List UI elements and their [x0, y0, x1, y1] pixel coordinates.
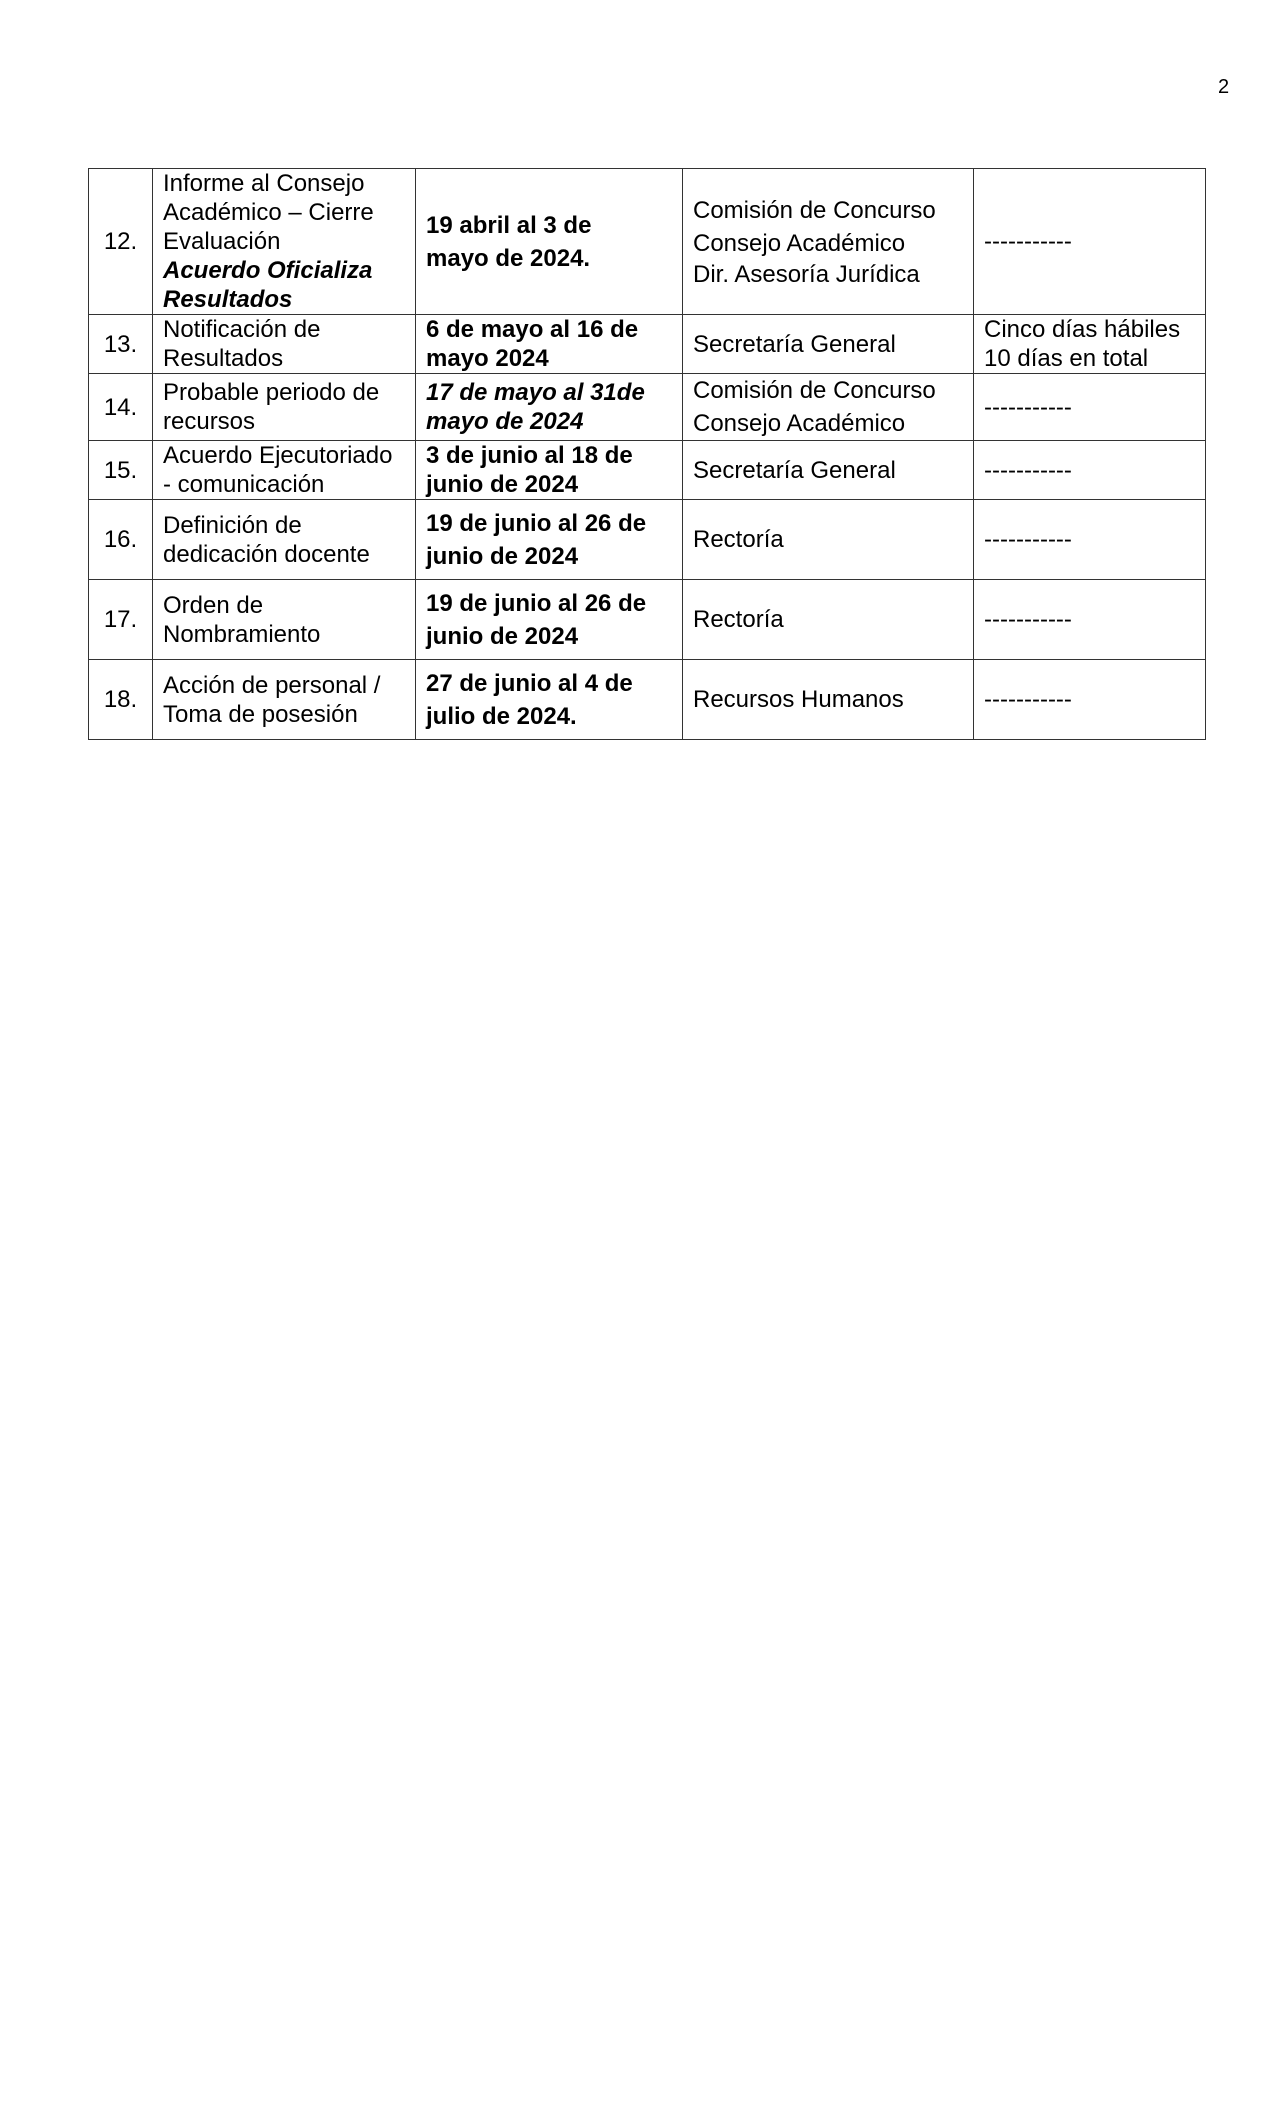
responsible-cell	[683, 580, 974, 660]
responsible-line: Rectoría	[693, 606, 784, 633]
notes-line: -----------	[984, 228, 1072, 255]
table-row	[89, 660, 1206, 740]
activity-line: Definición de	[163, 511, 302, 539]
notes-cell	[974, 169, 1206, 315]
schedule-table	[88, 168, 1206, 740]
date-line: 3 de junio al 18 de	[426, 442, 633, 469]
date-line: junio de 2024	[426, 542, 579, 570]
date-cell	[416, 374, 683, 441]
date-cell	[416, 315, 683, 374]
date-line: 19 de junio al 26 de	[426, 509, 647, 537]
notes-cell	[974, 660, 1206, 740]
notes-cell	[974, 315, 1206, 374]
activity-line: Resultados	[163, 345, 284, 372]
table-row	[89, 441, 1206, 500]
table-row	[89, 315, 1206, 374]
notes-cell	[974, 580, 1206, 660]
row-number: 18.	[89, 660, 153, 740]
responsible-cell	[683, 500, 974, 580]
activity-line: Académico – Cierre	[163, 199, 374, 226]
activity-line: Evaluación	[163, 228, 281, 255]
date-line: 19 de junio al 26 de	[426, 589, 647, 617]
notes-line: 10 días en total	[984, 345, 1149, 372]
row-number: 12.	[89, 169, 153, 315]
table-row	[89, 500, 1206, 580]
date-line: mayo de 2024	[426, 408, 584, 435]
date-line: 19 abril al 3 de	[426, 211, 592, 239]
date-line: mayo de 2024.	[426, 244, 591, 272]
row-number: 16.	[89, 500, 153, 580]
row-number: 13.	[89, 315, 153, 374]
responsible-line: Consejo Académico	[693, 410, 906, 437]
responsible-line: Secretaría General	[693, 456, 896, 484]
notes-line: -----------	[984, 526, 1072, 553]
date-line: 6 de mayo al 16 de	[426, 316, 639, 343]
date-cell	[416, 500, 683, 580]
activity-cell	[153, 660, 416, 740]
notes-line: -----------	[984, 606, 1072, 633]
activity-line: recursos	[163, 408, 256, 435]
row-number: 15.	[89, 441, 153, 500]
activity-line: Orden de	[163, 591, 264, 619]
date-line: 27 de junio al 4 de	[426, 669, 633, 697]
date-cell	[416, 580, 683, 660]
row-number: 14.	[89, 374, 153, 441]
notes-line: Cinco días hábiles	[984, 316, 1181, 343]
activity-line: Toma de posesión	[163, 700, 358, 728]
activity-line: Nombramiento	[163, 620, 321, 648]
notes-line: -----------	[984, 456, 1072, 484]
table-row	[89, 580, 1206, 660]
responsible-cell	[683, 315, 974, 374]
activity-cell	[153, 580, 416, 660]
date-line: mayo 2024	[426, 345, 549, 372]
activity-line: Notificación de	[163, 316, 321, 343]
table-row	[89, 169, 1206, 315]
activity-line: - comunicación	[163, 471, 325, 498]
notes-cell	[974, 374, 1206, 441]
responsible-line: Secretaría General	[693, 330, 896, 358]
notes-cell	[974, 500, 1206, 580]
page-number: 2	[1218, 76, 1230, 98]
notes-line: -----------	[984, 393, 1072, 421]
notes-cell	[974, 441, 1206, 500]
activity-cell	[153, 441, 416, 500]
activity-line: Acción de personal /	[163, 671, 381, 699]
responsible-cell	[683, 374, 974, 441]
activity-emphasis-line: Resultados	[163, 286, 293, 313]
responsible-cell	[683, 441, 974, 500]
responsible-line: Comisión de Concurso	[693, 197, 936, 224]
date-cell	[416, 441, 683, 500]
responsible-cell	[683, 169, 974, 315]
activity-cell	[153, 169, 416, 315]
responsible-line: Dir. Asesoría Jurídica	[693, 261, 920, 288]
date-line: junio de 2024	[426, 622, 579, 650]
table-row	[89, 374, 1206, 441]
row-number: 17.	[89, 580, 153, 660]
activity-emphasis-line: Acuerdo Oficializa	[163, 257, 373, 284]
date-cell	[416, 169, 683, 315]
activity-line: Informe al Consejo	[163, 170, 365, 197]
responsible-line: Comisión de Concurso	[693, 377, 936, 404]
responsible-line: Rectoría	[693, 526, 784, 553]
responsible-line: Recursos Humanos	[693, 686, 904, 713]
activity-line: Probable periodo de	[163, 379, 380, 406]
date-line: junio de 2024	[426, 471, 579, 498]
responsible-cell	[683, 660, 974, 740]
activity-cell	[153, 500, 416, 580]
date-line: julio de 2024.	[426, 702, 577, 730]
activity-line: Acuerdo Ejecutoriado	[163, 442, 393, 469]
activity-cell	[153, 315, 416, 374]
date-cell	[416, 660, 683, 740]
activity-cell	[153, 374, 416, 441]
date-line: 17 de mayo al 31de	[426, 379, 645, 406]
activity-line: dedicación docente	[163, 540, 370, 568]
notes-line: -----------	[984, 686, 1072, 713]
responsible-line: Consejo Académico	[693, 230, 906, 257]
